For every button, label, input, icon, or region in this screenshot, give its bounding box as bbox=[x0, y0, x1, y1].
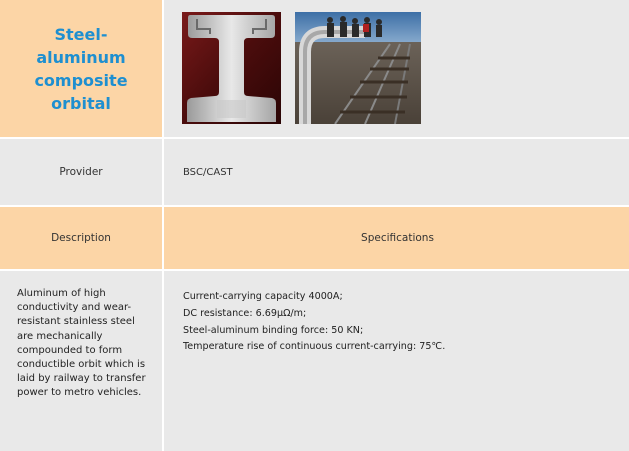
specifications-list bbox=[183, 289, 445, 356]
product-images-cell bbox=[164, 0, 629, 137]
provider-value-cell bbox=[164, 139, 629, 205]
spec-item: Temperature rise of continuous current-carrying: 75℃. bbox=[183, 341, 446, 353]
spec-item: Current-carrying capacity 4000A; bbox=[183, 291, 343, 302]
description-label-cell bbox=[0, 207, 162, 269]
specifications-label-cell bbox=[164, 207, 629, 269]
product-title: Steel-aluminum composite orbital bbox=[34, 24, 128, 113]
rail-cross-section-photo bbox=[182, 12, 281, 124]
provider-value: BSC/CAST bbox=[183, 166, 233, 178]
spec-item: Steel-aluminum binding force: 50 KN; bbox=[183, 324, 364, 336]
description-label: Description bbox=[51, 232, 111, 244]
description-text: Aluminum of high conductivity and wear-resistant stainless steel are mechanically compounded to form conductible orbit which is laid by railway to transfer power to metro vehicles. bbox=[17, 288, 146, 399]
provider-label: Provider bbox=[59, 166, 103, 178]
railway-installation-photo bbox=[295, 12, 421, 124]
specifications-list-cell bbox=[164, 271, 629, 451]
specifications-label: Specifications bbox=[361, 232, 434, 244]
product-title-cell bbox=[0, 0, 162, 137]
provider-label-cell bbox=[0, 139, 162, 205]
spec-item: DC resistance: 6.69μΩ/m; bbox=[183, 307, 307, 319]
description-text-cell bbox=[0, 271, 162, 451]
